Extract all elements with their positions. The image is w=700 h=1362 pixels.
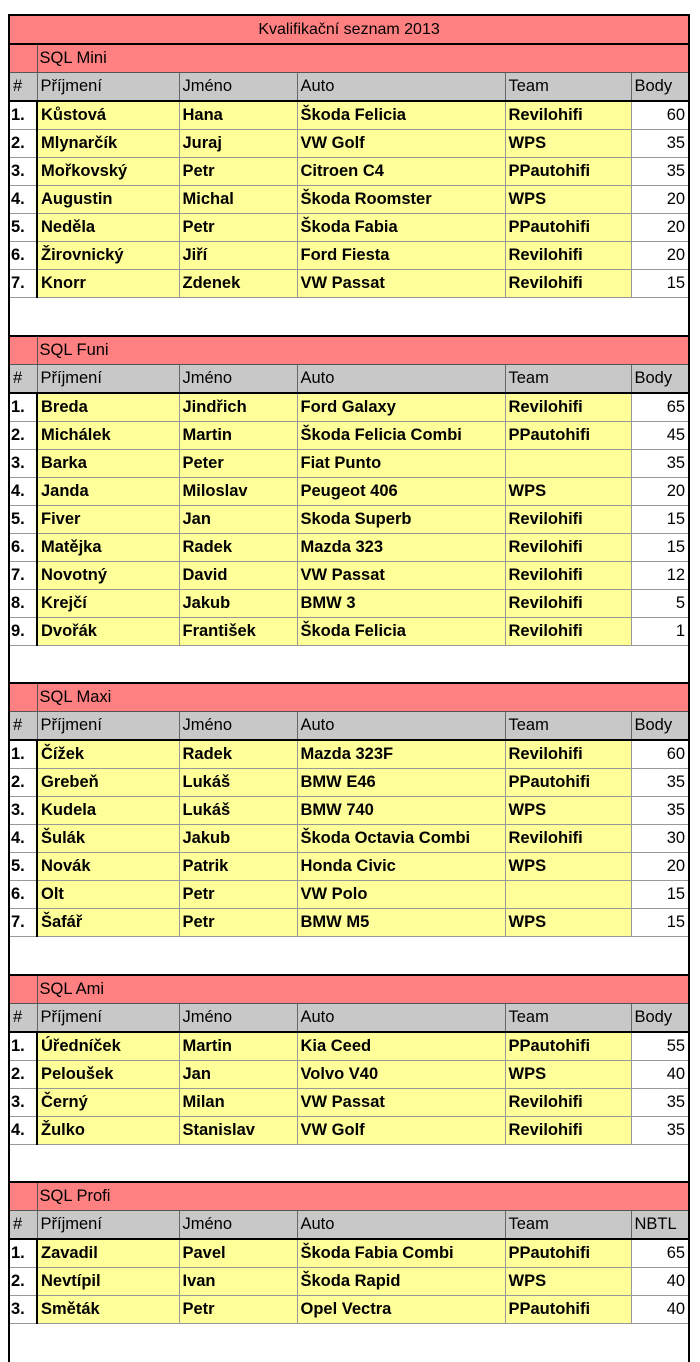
cell-rank: 2.: [9, 130, 37, 158]
section-header-row: [9, 73, 689, 102]
cell-car: Kia Ceed: [297, 1032, 505, 1061]
cell-car: BMW 740: [297, 797, 505, 825]
table-row: [9, 214, 689, 242]
section-category-row: [9, 336, 689, 365]
column-header-car: Auto: [297, 73, 505, 102]
section-category-label: SQL Profi: [37, 1182, 689, 1211]
cell-first-name: Stanislav: [179, 1116, 297, 1144]
cell-surname: Olt: [37, 881, 179, 909]
column-header-points: Body: [631, 712, 689, 741]
cell-team: PPautohifi: [505, 1296, 631, 1324]
cell-team: Revilohifi: [505, 1088, 631, 1116]
cell-first-name: Patrik: [179, 853, 297, 881]
section-spacer-cell: [9, 1324, 689, 1362]
table-row: [9, 589, 689, 617]
cell-points: 45: [631, 421, 689, 449]
column-header-car: Auto: [297, 1003, 505, 1032]
column-header-points: Body: [631, 73, 689, 102]
cell-rank: 1.: [9, 1032, 37, 1061]
section-header-row: [9, 1211, 689, 1240]
section-category-row: [9, 975, 689, 1004]
column-header-surname: Příjmení: [37, 1003, 179, 1032]
cell-first-name: Ivan: [179, 1268, 297, 1296]
cell-surname: Kudela: [37, 797, 179, 825]
qualification-table: [8, 14, 690, 1362]
cell-first-name: Jan: [179, 505, 297, 533]
section-spacer: [9, 937, 689, 975]
section-header-row: [9, 364, 689, 393]
section-category-blank: [9, 1182, 37, 1211]
cell-surname: Novotný: [37, 561, 179, 589]
cell-team: Revilohifi: [505, 270, 631, 298]
cell-car: BMW M5: [297, 909, 505, 937]
cell-first-name: Jindřich: [179, 393, 297, 422]
section-category-row: [9, 1182, 689, 1211]
column-header-team: Team: [505, 1211, 631, 1240]
table-row: [9, 909, 689, 937]
section-spacer-cell: [9, 1144, 689, 1182]
cell-first-name: Miloslav: [179, 477, 297, 505]
table-row: [9, 825, 689, 853]
cell-car: Škoda Roomster: [297, 186, 505, 214]
cell-surname: Dvořák: [37, 617, 179, 645]
table-row: [9, 1268, 689, 1296]
cell-rank: 7.: [9, 270, 37, 298]
cell-rank: 5.: [9, 853, 37, 881]
cell-rank: 6.: [9, 881, 37, 909]
qualification-sheet: [8, 14, 688, 1362]
cell-team: Revilohifi: [505, 505, 631, 533]
cell-first-name: David: [179, 561, 297, 589]
cell-team: WPS: [505, 797, 631, 825]
table-row: [9, 393, 689, 422]
cell-first-name: Jakub: [179, 589, 297, 617]
cell-surname: Matějka: [37, 533, 179, 561]
table-row: [9, 1032, 689, 1061]
cell-team: Revilohifi: [505, 533, 631, 561]
cell-rank: 7.: [9, 909, 37, 937]
cell-first-name: Juraj: [179, 130, 297, 158]
cell-points: 40: [631, 1060, 689, 1088]
column-header-surname: Příjmení: [37, 1211, 179, 1240]
cell-team: Revilohifi: [505, 561, 631, 589]
cell-points: 20: [631, 477, 689, 505]
table-row: [9, 101, 689, 130]
cell-points: 20: [631, 214, 689, 242]
cell-surname: Barka: [37, 449, 179, 477]
cell-surname: Zavadil: [37, 1239, 179, 1268]
cell-team: PPautohifi: [505, 1239, 631, 1268]
table-row: [9, 158, 689, 186]
cell-first-name: Lukáš: [179, 769, 297, 797]
cell-first-name: Petr: [179, 214, 297, 242]
column-header-team: Team: [505, 712, 631, 741]
cell-rank: 2.: [9, 421, 37, 449]
section-category-blank: [9, 683, 37, 712]
cell-team: PPautohifi: [505, 1032, 631, 1061]
cell-rank: 8.: [9, 589, 37, 617]
column-header-points: NBTL: [631, 1211, 689, 1240]
cell-rank: 2.: [9, 1268, 37, 1296]
table-row: [9, 797, 689, 825]
table-row: [9, 617, 689, 645]
cell-team: PPautohifi: [505, 214, 631, 242]
cell-points: 1: [631, 617, 689, 645]
cell-points: 15: [631, 881, 689, 909]
cell-rank: 7.: [9, 561, 37, 589]
section-category-label: SQL Mini: [37, 44, 689, 73]
cell-points: 15: [631, 505, 689, 533]
cell-team: Revilohifi: [505, 242, 631, 270]
cell-team: WPS: [505, 477, 631, 505]
cell-rank: 3.: [9, 797, 37, 825]
cell-rank: 1.: [9, 740, 37, 769]
cell-rank: 3.: [9, 1296, 37, 1324]
column-header-first-name: Jméno: [179, 1211, 297, 1240]
cell-first-name: Petr: [179, 1296, 297, 1324]
cell-first-name: Michal: [179, 186, 297, 214]
cell-team: Revilohifi: [505, 740, 631, 769]
column-header-team: Team: [505, 73, 631, 102]
cell-car: Peugeot 406: [297, 477, 505, 505]
section-spacer: [9, 645, 689, 683]
cell-car: Škoda Octavia Combi: [297, 825, 505, 853]
cell-surname: Úředníček: [37, 1032, 179, 1061]
cell-rank: 4.: [9, 477, 37, 505]
cell-rank: 9.: [9, 617, 37, 645]
column-header-rank: #: [9, 1211, 37, 1240]
cell-first-name: Martin: [179, 1032, 297, 1061]
table-row: [9, 130, 689, 158]
cell-team: PPautohifi: [505, 769, 631, 797]
cell-car: Honda Civic: [297, 853, 505, 881]
cell-car: VW Passat: [297, 561, 505, 589]
cell-points: 35: [631, 130, 689, 158]
column-header-points: Body: [631, 364, 689, 393]
cell-team: Revilohifi: [505, 617, 631, 645]
cell-first-name: Petr: [179, 881, 297, 909]
cell-surname: Černý: [37, 1088, 179, 1116]
cell-car: Ford Galaxy: [297, 393, 505, 422]
cell-surname: Novák: [37, 853, 179, 881]
column-header-surname: Příjmení: [37, 73, 179, 102]
section-header-row: [9, 1003, 689, 1032]
cell-points: 60: [631, 740, 689, 769]
cell-car: Škoda Fabia: [297, 214, 505, 242]
cell-team: PPautohifi: [505, 421, 631, 449]
cell-points: 12: [631, 561, 689, 589]
cell-car: Citroen C4: [297, 158, 505, 186]
cell-team: [505, 449, 631, 477]
cell-car: VW Golf: [297, 130, 505, 158]
column-header-car: Auto: [297, 712, 505, 741]
cell-first-name: Lukáš: [179, 797, 297, 825]
cell-surname: Žirovnický: [37, 242, 179, 270]
cell-first-name: Jan: [179, 1060, 297, 1088]
section-category-label: SQL Maxi: [37, 683, 689, 712]
cell-car: Škoda Felicia: [297, 101, 505, 130]
cell-surname: Mořkovský: [37, 158, 179, 186]
cell-team: Revilohifi: [505, 393, 631, 422]
table-row: [9, 1239, 689, 1268]
cell-first-name: Zdenek: [179, 270, 297, 298]
cell-points: 20: [631, 853, 689, 881]
cell-surname: Nevtípil: [37, 1268, 179, 1296]
cell-car: Škoda Felicia Combi: [297, 421, 505, 449]
cell-car: Mazda 323F: [297, 740, 505, 769]
cell-points: 65: [631, 1239, 689, 1268]
table-row: [9, 533, 689, 561]
cell-surname: Fiver: [37, 505, 179, 533]
cell-points: 20: [631, 186, 689, 214]
cell-rank: 1.: [9, 393, 37, 422]
cell-car: Ford Fiesta: [297, 242, 505, 270]
column-header-rank: #: [9, 1003, 37, 1032]
cell-surname: Směták: [37, 1296, 179, 1324]
column-header-team: Team: [505, 1003, 631, 1032]
cell-first-name: František: [179, 617, 297, 645]
cell-surname: Neděla: [37, 214, 179, 242]
cell-car: VW Polo: [297, 881, 505, 909]
cell-surname: Grebeň: [37, 769, 179, 797]
cell-surname: Mlynarčík: [37, 130, 179, 158]
cell-first-name: Milan: [179, 1088, 297, 1116]
cell-team: WPS: [505, 1268, 631, 1296]
cell-points: 30: [631, 825, 689, 853]
cell-surname: Žulko: [37, 1116, 179, 1144]
column-header-rank: #: [9, 364, 37, 393]
table-row: [9, 561, 689, 589]
column-header-first-name: Jméno: [179, 364, 297, 393]
table-row: [9, 1088, 689, 1116]
cell-surname: Šafář: [37, 909, 179, 937]
column-header-points: Body: [631, 1003, 689, 1032]
cell-surname: Šulák: [37, 825, 179, 853]
cell-rank: 4.: [9, 1116, 37, 1144]
cell-rank: 4.: [9, 186, 37, 214]
cell-first-name: Pavel: [179, 1239, 297, 1268]
cell-surname: Janda: [37, 477, 179, 505]
column-header-first-name: Jméno: [179, 1003, 297, 1032]
cell-points: 65: [631, 393, 689, 422]
column-header-car: Auto: [297, 1211, 505, 1240]
sheet-title: Kvalifikační seznam 2013: [9, 15, 689, 44]
cell-first-name: Martin: [179, 421, 297, 449]
cell-team: WPS: [505, 853, 631, 881]
cell-team: WPS: [505, 909, 631, 937]
cell-surname: Knorr: [37, 270, 179, 298]
table-row: [9, 270, 689, 298]
table-row: [9, 477, 689, 505]
cell-car: Skoda Superb: [297, 505, 505, 533]
cell-team: WPS: [505, 186, 631, 214]
cell-rank: 2.: [9, 1060, 37, 1088]
cell-car: VW Passat: [297, 270, 505, 298]
cell-car: Fiat Punto: [297, 449, 505, 477]
cell-rank: 6.: [9, 242, 37, 270]
section-spacer-cell: [9, 645, 689, 683]
cell-surname: Augustin: [37, 186, 179, 214]
section-category-blank: [9, 44, 37, 73]
cell-points: 40: [631, 1268, 689, 1296]
cell-first-name: Peter: [179, 449, 297, 477]
column-header-rank: #: [9, 712, 37, 741]
column-header-car: Auto: [297, 364, 505, 393]
cell-surname: Peloušek: [37, 1060, 179, 1088]
table-row: [9, 1296, 689, 1324]
table-row: [9, 740, 689, 769]
table-row: [9, 186, 689, 214]
cell-car: Škoda Felicia: [297, 617, 505, 645]
table-row: [9, 449, 689, 477]
cell-rank: 1.: [9, 1239, 37, 1268]
cell-points: 35: [631, 158, 689, 186]
cell-surname: Michálek: [37, 421, 179, 449]
cell-car: Volvo V40: [297, 1060, 505, 1088]
cell-rank: 6.: [9, 533, 37, 561]
cell-surname: Krejčí: [37, 589, 179, 617]
cell-rank: 2.: [9, 769, 37, 797]
cell-team: WPS: [505, 1060, 631, 1088]
section-header-row: [9, 712, 689, 741]
cell-rank: 4.: [9, 825, 37, 853]
cell-points: 15: [631, 270, 689, 298]
section-category-row: [9, 683, 689, 712]
section-category-blank: [9, 336, 37, 365]
cell-surname: Breda: [37, 393, 179, 422]
column-header-rank: #: [9, 73, 37, 102]
cell-team: Revilohifi: [505, 589, 631, 617]
section-category-row: [9, 44, 689, 73]
cell-car: BMW E46: [297, 769, 505, 797]
cell-points: 5: [631, 589, 689, 617]
section-spacer: [9, 1144, 689, 1182]
cell-car: BMW 3: [297, 589, 505, 617]
cell-team: PPautohifi: [505, 158, 631, 186]
cell-first-name: Petr: [179, 909, 297, 937]
section-spacer: [9, 1324, 689, 1362]
cell-car: VW Golf: [297, 1116, 505, 1144]
table-row: [9, 881, 689, 909]
table-row: [9, 242, 689, 270]
cell-rank: 5.: [9, 214, 37, 242]
table-row: [9, 1116, 689, 1144]
cell-car: Opel Vectra: [297, 1296, 505, 1324]
cell-first-name: Radek: [179, 740, 297, 769]
cell-points: 35: [631, 1088, 689, 1116]
column-header-team: Team: [505, 364, 631, 393]
cell-first-name: Radek: [179, 533, 297, 561]
cell-surname: Kůstová: [37, 101, 179, 130]
cell-points: 35: [631, 1116, 689, 1144]
table-row: [9, 421, 689, 449]
cell-team: Revilohifi: [505, 825, 631, 853]
cell-rank: 1.: [9, 101, 37, 130]
cell-points: 20: [631, 242, 689, 270]
cell-points: 15: [631, 533, 689, 561]
cell-points: 35: [631, 769, 689, 797]
cell-first-name: Petr: [179, 158, 297, 186]
cell-car: Mazda 323: [297, 533, 505, 561]
cell-points: 40: [631, 1296, 689, 1324]
title-row: [9, 15, 689, 44]
cell-car: Škoda Rapid: [297, 1268, 505, 1296]
cell-first-name: Jakub: [179, 825, 297, 853]
section-spacer-cell: [9, 298, 689, 336]
column-header-surname: Příjmení: [37, 364, 179, 393]
cell-rank: 3.: [9, 449, 37, 477]
table-row: [9, 853, 689, 881]
cell-points: 35: [631, 449, 689, 477]
column-header-first-name: Jméno: [179, 712, 297, 741]
section-spacer: [9, 298, 689, 336]
section-category-blank: [9, 975, 37, 1004]
cell-rank: 5.: [9, 505, 37, 533]
cell-car: VW Passat: [297, 1088, 505, 1116]
column-header-surname: Příjmení: [37, 712, 179, 741]
cell-rank: 3.: [9, 158, 37, 186]
cell-first-name: Hana: [179, 101, 297, 130]
cell-points: 35: [631, 797, 689, 825]
cell-first-name: Jiří: [179, 242, 297, 270]
cell-surname: Čížek: [37, 740, 179, 769]
section-spacer-cell: [9, 937, 689, 975]
cell-team: Revilohifi: [505, 101, 631, 130]
table-row: [9, 505, 689, 533]
table-row: [9, 769, 689, 797]
cell-points: 55: [631, 1032, 689, 1061]
section-category-label: SQL Ami: [37, 975, 689, 1004]
cell-team: [505, 881, 631, 909]
cell-rank: 3.: [9, 1088, 37, 1116]
table-row: [9, 1060, 689, 1088]
cell-team: Revilohifi: [505, 1116, 631, 1144]
cell-car: Škoda Fabia Combi: [297, 1239, 505, 1268]
cell-team: WPS: [505, 130, 631, 158]
column-header-first-name: Jméno: [179, 73, 297, 102]
cell-points: 60: [631, 101, 689, 130]
section-category-label: SQL Funi: [37, 336, 689, 365]
cell-points: 15: [631, 909, 689, 937]
